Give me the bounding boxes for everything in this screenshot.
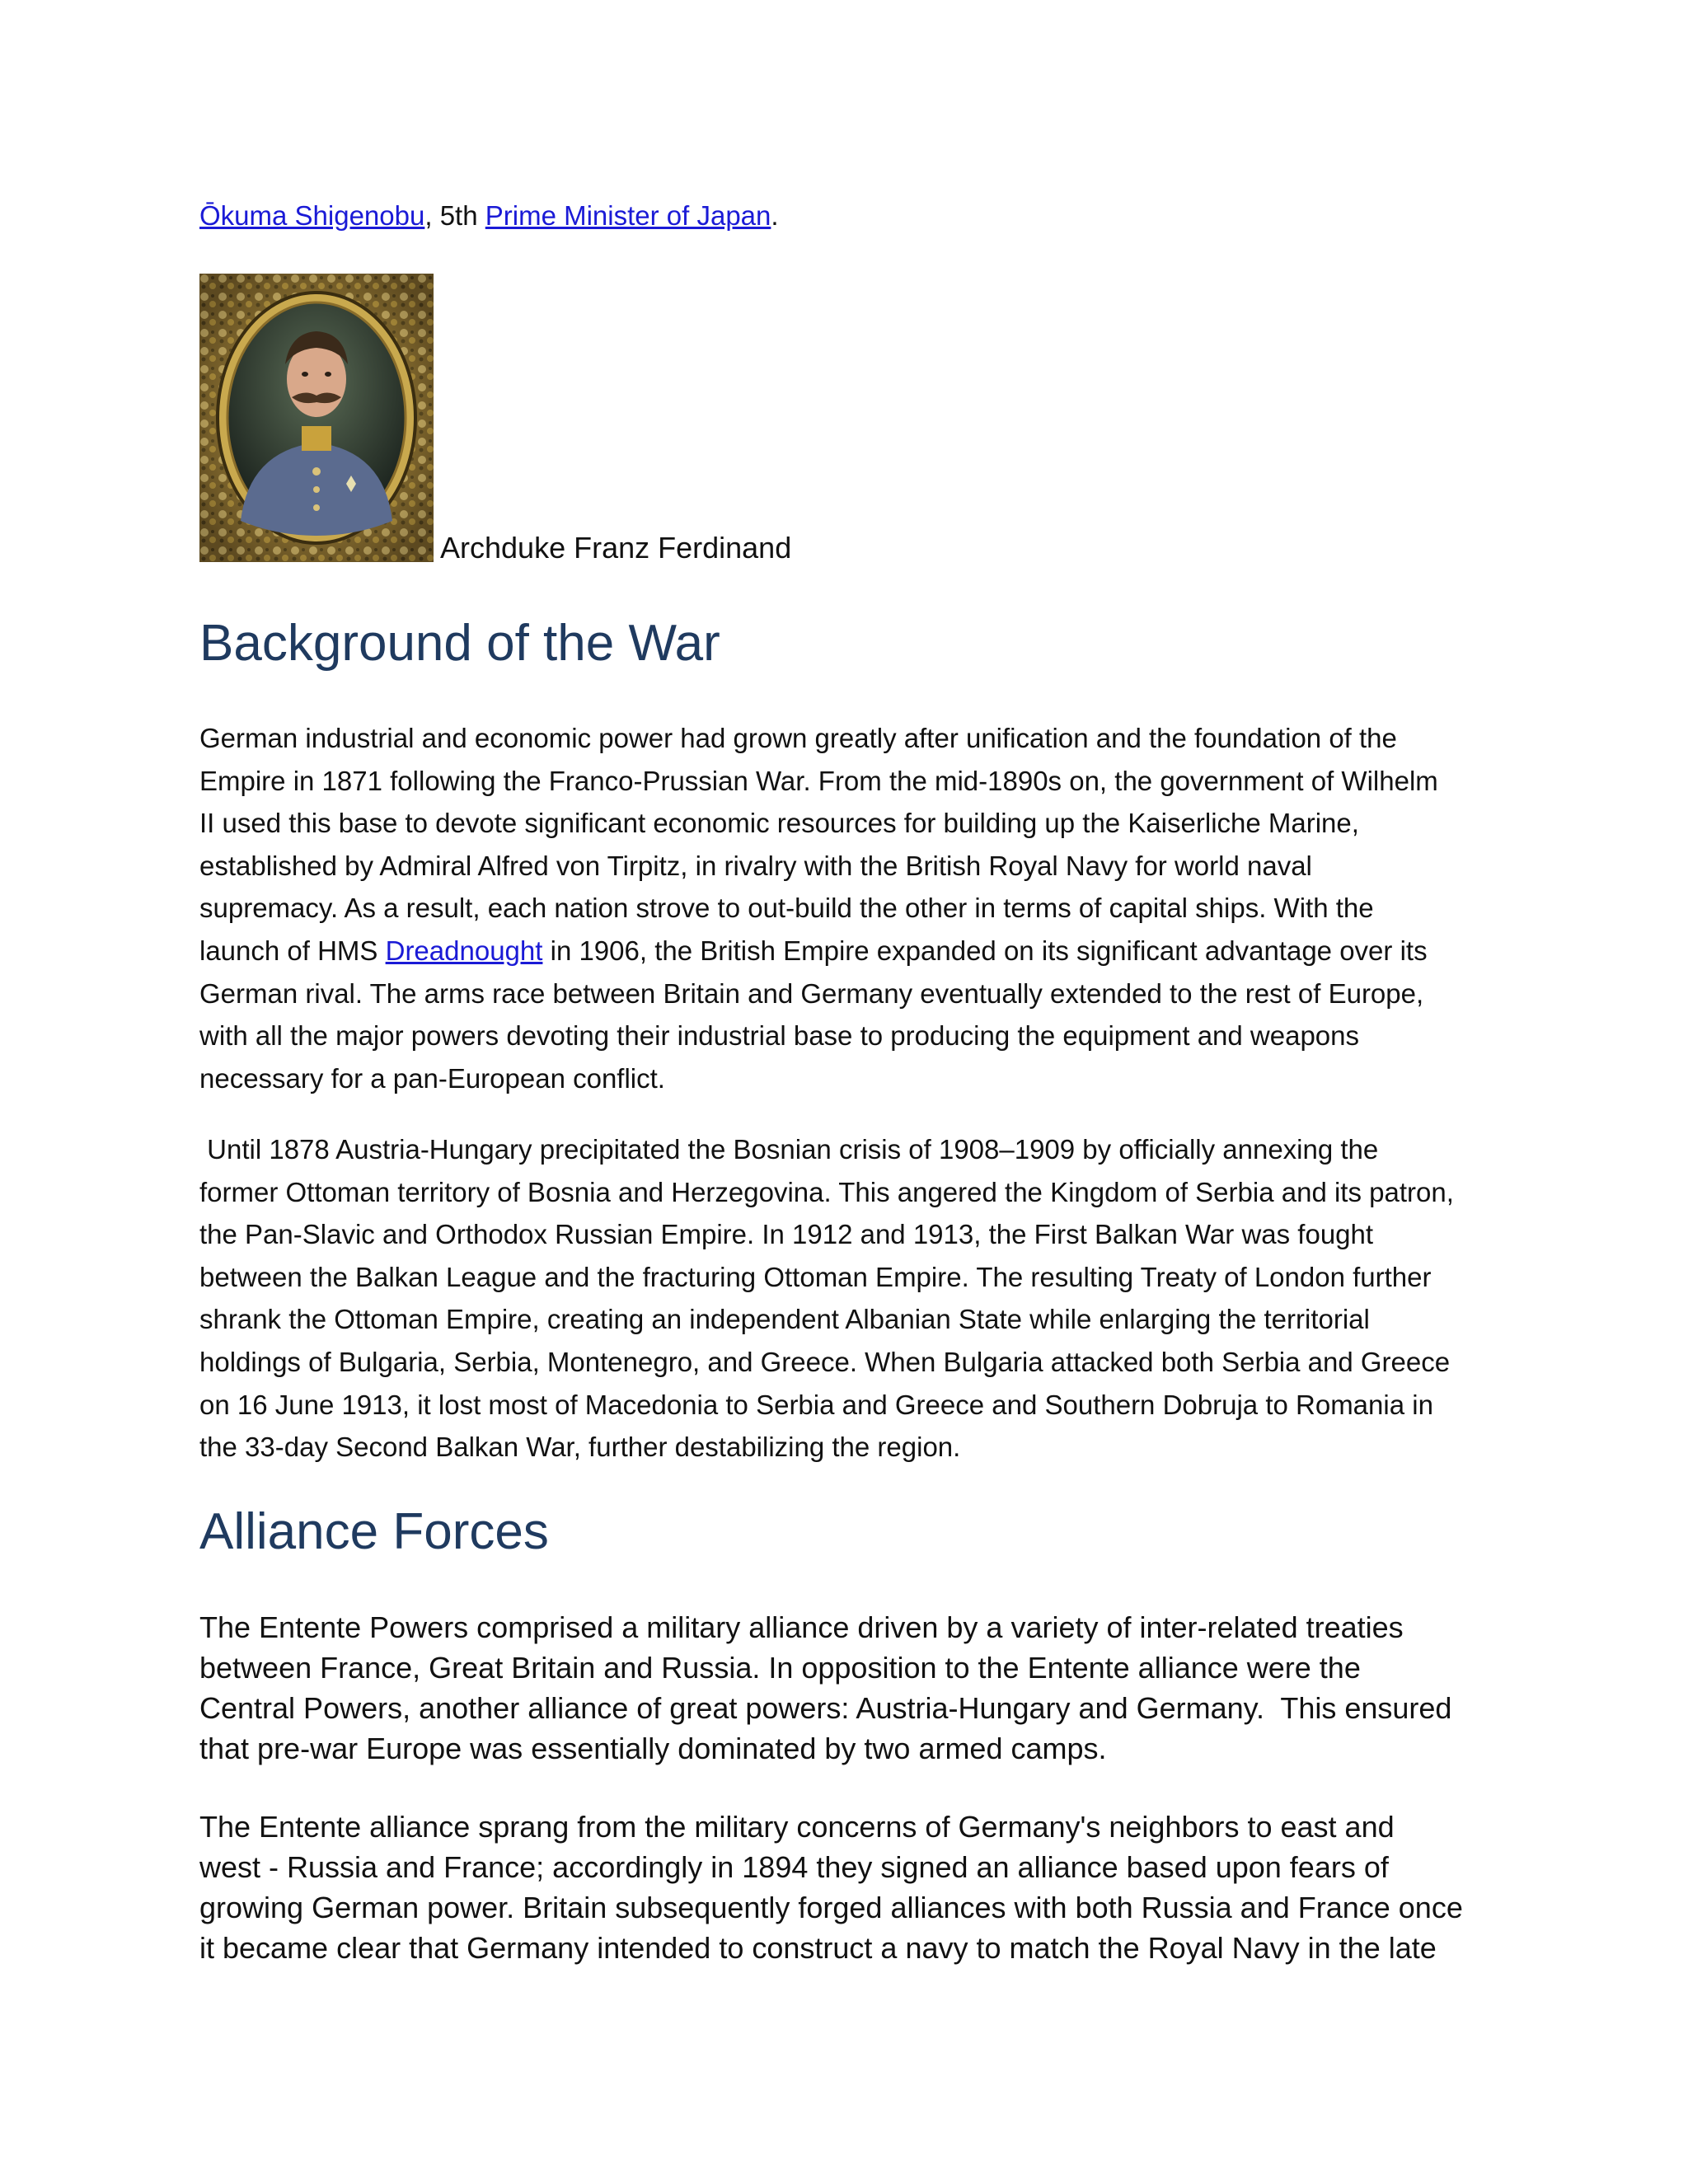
okuma-shigenobu-link[interactable]: Ōkuma Shigenobu (199, 200, 425, 231)
text-line: Empire in 1871 following the Franco-Prussian War. From the mid-1890s on, the government of Wilhelm (199, 765, 1438, 796)
portrait-figure (199, 274, 1024, 564)
text-line: The Entente alliance sprang from the military concerns of Germany's neighbors to east and (199, 1810, 1395, 1844)
portrait-caption: Archduke Franz Ferdinand (440, 531, 792, 565)
text-line: II used this base to devote significant economic resources for building up the Kaiserliche Marine, (199, 808, 1359, 839)
text-line: German rival. The arms race between Britain and Germany eventually extended to the rest of Europe, (199, 977, 1424, 1009)
text-line: The Entente Powers comprised a military alliance driven by a variety of inter-related treaties (199, 1610, 1404, 1644)
paragraph-background-1 (199, 717, 1502, 1099)
text-line: it became clear that Germany intended to construct a navy to match the Royal Navy in the late (199, 1931, 1437, 1965)
text-line: the 33-day Second Balkan War, further destabilizing the region. (199, 1432, 961, 1463)
text-line: west - Russia and France; accordingly in 1894 they signed an alliance based upon fears of (199, 1850, 1389, 1884)
paragraph-alliance-2 (199, 1807, 1502, 1968)
okuma-caption (199, 198, 779, 234)
text-line: necessary for a pan-European conflict. (199, 1062, 665, 1094)
text-line: between the Balkan League and the fracturing Ottoman Empire. The resulting Treaty of London further (199, 1261, 1432, 1292)
dreadnought-link[interactable]: Dreadnought (385, 935, 543, 966)
text-segment: in 1906, the British Empire expanded on its significant advantage over its (542, 935, 1428, 966)
paragraph-alliance-1 (199, 1607, 1502, 1769)
text-line: growing German power. Britain subsequently forged alliances with both Russia and France once (199, 1891, 1463, 1924)
text-segment: launch of HMS (199, 935, 386, 966)
text-line: established by Admiral Alfred von Tirpitz, in rivalry with the British Royal Navy for world naval (199, 850, 1312, 881)
heading-background-of-the-war: Background of the War (199, 615, 720, 672)
text-line: the Pan-Slavic and Orthodox Russian Empire. In 1912 and 1913, the First Balkan War was fought (199, 1219, 1374, 1250)
caption-end-text: . (771, 200, 779, 231)
text-line-with-link (199, 930, 1502, 972)
text-line: between France, Great Britain and Russia. In opposition to the Entente alliance were the (199, 1651, 1361, 1685)
framed-portrait-image (199, 274, 434, 562)
text-line: supremacy. As a result, each nation strove to out-build the other in terms of capital ships. With the (199, 893, 1374, 924)
text-line: with all the major powers devoting their industrial base to producing the equipment and weapons (199, 1020, 1360, 1052)
caption-middle-text: , 5th (424, 200, 485, 231)
prime-minister-link[interactable]: Prime Minister of Japan (485, 200, 771, 231)
text-line: that pre-war Europe was essentially dominated by two armed camps. (199, 1732, 1107, 1765)
heading-alliance-forces: Alliance Forces (199, 1503, 549, 1560)
text-line: shrank the Ottoman Empire, creating an independent Albanian State while enlarging the territorial (199, 1304, 1370, 1335)
text-line: former Ottoman territory of Bosnia and Herzegovina. This angered the Kingdom of Serbia and its patron, (199, 1176, 1454, 1207)
text-line: on 16 June 1913, it lost most of Macedonia to Serbia and Greece and Southern Dobruja to Romania in (199, 1389, 1433, 1420)
text-line: Until 1878 Austria-Hungary precipitated the Bosnian crisis of 1908–1909 by officially annexing the (199, 1134, 1379, 1165)
paragraph-background-2 (199, 1128, 1502, 1469)
text-line: Central Powers, another alliance of great powers: Austria-Hungary and Germany. This ensured (199, 1691, 1452, 1725)
text-line: German industrial and economic power had grown greatly after unification and the foundation of the (199, 723, 1397, 753)
text-line: holdings of Bulgaria, Serbia, Montenegro, and Greece. When Bulgaria attacked both Serbia and Greece (199, 1346, 1451, 1377)
